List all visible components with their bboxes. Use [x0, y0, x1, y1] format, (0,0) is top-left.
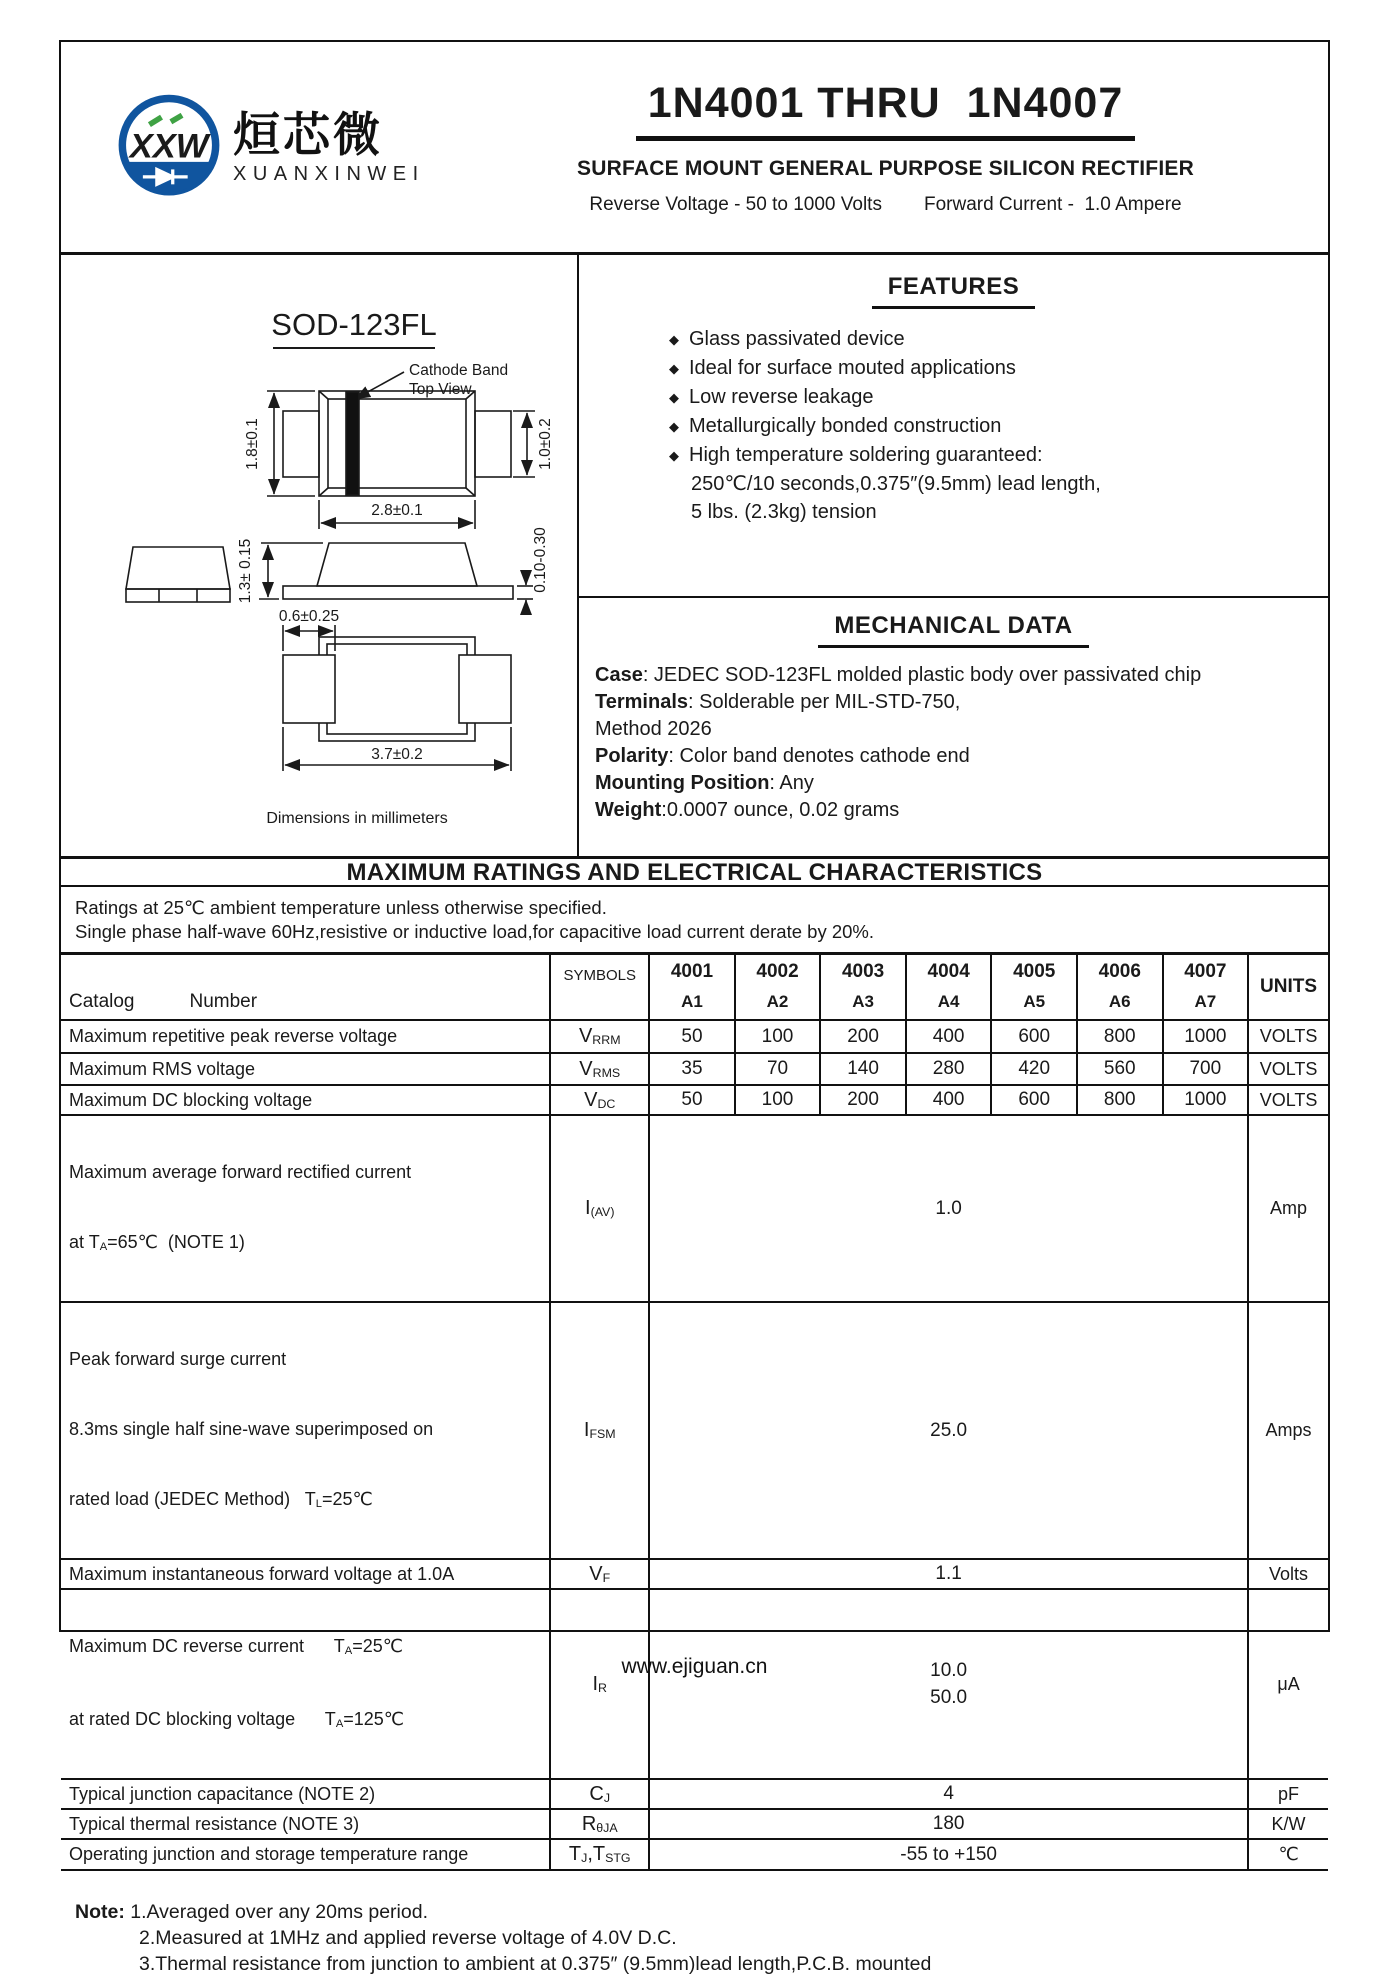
package-outline-drawing [61, 255, 579, 856]
dim-standoff: 0.10-0.30 [532, 527, 549, 593]
mech-method: Method 2026 [595, 718, 712, 740]
logo-text [233, 109, 425, 186]
headline-ratings [473, 194, 1298, 216]
symbol-vrrm: $V_{RRM}$ [550, 1020, 649, 1053]
callout-top-view: Top View [409, 381, 472, 398]
row-cj: Typical junction capacitance (NOTE 2) $C_J$ 4 pF [61, 1779, 1328, 1809]
symbol-tj-tstg: $T_J,T_{STG}$ [550, 1839, 649, 1870]
units-header: UNITS [1248, 954, 1328, 1021]
row-tj-tstg: Operating junction and storage temperature range $T_J,T_{STG}$ -55 to +150 ℃ [61, 1839, 1328, 1870]
logo-mark-icon [113, 91, 225, 203]
mechanical-data-title: MECHANICAL DATA [818, 612, 1088, 648]
ratings-banner: MAXIMUM RATINGS AND ELECTRICAL CHARACTERISTICS [61, 856, 1328, 887]
row-ifsm: Peak forward surge current 8.3ms single half sine-wave superimposed on rated load (JEDEC Method) $T_L=25℃$ $I_{FSM}$ 25.0 Amps [61, 1302, 1328, 1559]
header [61, 42, 1328, 252]
row-iav: Maximum average forward rectified current at $T_A=65℃$ (NOTE 1) $I_{(AV)}$ 1.0 Amp [61, 1115, 1328, 1302]
row-label: Maximum RMS voltage [61, 1053, 550, 1085]
features-mechanical-panel [579, 255, 1328, 856]
row-vrrm: Maximum repetitive peak reverse voltage $V_{RRM}$ 50 100 200 400 600 800 1000 VOLTS [61, 1020, 1328, 1053]
logo-monogram: XXW [129, 127, 209, 166]
feature-item: ◆ Low reverse leakage [669, 386, 874, 408]
logo-latin-name: XUANXINWEI [233, 162, 425, 185]
features-section [579, 255, 1328, 596]
part-header-4002: 4002 A2 [735, 954, 821, 1021]
note-1: Note: 1.Averaged over any 20ms period. [75, 1901, 428, 1923]
mech-mounting: Mounting Position: Any [595, 772, 814, 794]
part-header-4007: 4007 A7 [1163, 954, 1249, 1021]
mech-terminals: Terminals: Solderable per MIL-STD-750, [595, 691, 961, 713]
mech-weight: Weight:0.0007 ounce, 0.02 grams [595, 799, 900, 821]
forward-current-rating: Forward Current - 1.0 Ampere [923, 193, 1182, 215]
row-label: Maximum DC blocking voltage [61, 1085, 550, 1115]
part-header-4001: 4001 A1 [649, 954, 735, 1021]
diamond-bullet-icon: ◆ [669, 332, 679, 347]
row-label: Maximum instantaneous forward voltage at 1.0A [61, 1559, 550, 1589]
features-list [669, 325, 1328, 470]
ratings-table [61, 952, 1328, 1871]
dim-body-length: 2.8±0.1 [371, 502, 423, 519]
part-number-title: 1N4001 THRU 1N4007 [636, 79, 1136, 141]
dim-lead-width: 1.0±0.2 [537, 418, 554, 470]
row-ir: Maximum DC reverse current $T_A=25℃$ at rated DC blocking voltage $T_A=125℃$ $I_R$ 10.0 50.0 μA [61, 1589, 1328, 1779]
company-logo [113, 91, 473, 203]
note-3: 3.Thermal resistance from junction to ambient at 0.375″ (9.5mm)lead length,P.C.B. mounted [139, 1953, 932, 1975]
test-conditions [61, 887, 1328, 952]
feature-item: ◆ Glass passivated device [669, 328, 905, 350]
part-header-4005: 4005 A5 [991, 954, 1077, 1021]
dimensions-caption: Dimensions in millimeters [266, 810, 448, 827]
logo-chinese-name: 烜芯微 [233, 107, 383, 161]
row-vf: Maximum instantaneous forward voltage at 1.0A $V_F$ 1.1 Volts [61, 1559, 1328, 1589]
row-vrms: Maximum RMS voltage $V_{RMS}$ 35 70 140 280 420 560 700 VOLTS [61, 1053, 1328, 1085]
row-label: Peak forward surge current 8.3ms single half sine-wave superimposed on rated load (JEDEC Method) $T_L=25℃$ [61, 1302, 550, 1559]
dim-total-length: 3.7±0.2 [371, 746, 423, 763]
part-header-4004: 4004 A4 [906, 954, 992, 1021]
diamond-bullet-icon: ◆ [669, 419, 679, 434]
features-title: FEATURES [872, 273, 1036, 309]
row-label: Operating junction and storage temperature range [61, 1839, 550, 1870]
package-and-features-section [61, 252, 1328, 856]
notes-section [61, 1871, 1328, 1977]
row-label: Typical thermal resistance (NOTE 3) [61, 1809, 550, 1839]
symbol-ifsm: $I_{FSM}$ [550, 1302, 649, 1559]
dim-body-width: 1.8±0.1 [244, 418, 261, 470]
dim-pad-width: 0.6±0.25 [278, 608, 340, 625]
symbol-vf: $V_F$ [550, 1559, 649, 1589]
reverse-voltage-range: Reverse Voltage - 50 to 1000 Volts [589, 193, 882, 215]
table-header-row [61, 954, 1328, 1021]
mech-polarity: Polarity: Color band denotes cathode end [595, 745, 970, 767]
callout-cathode-band: Cathode Band [409, 362, 509, 379]
feature-item: ◆ High temperature soldering guaranteed: [669, 444, 1043, 466]
part-header-4006: 4006 A6 [1077, 954, 1163, 1021]
mechanical-data-section [579, 596, 1328, 856]
note-2: 2.Measured at 1MHz and applied reverse voltage of 4.0V D.C. [139, 1927, 677, 1949]
row-label: Maximum repetitive peak reverse voltage [61, 1020, 550, 1053]
website-url: www.ejiguan.cn [621, 1655, 768, 1678]
symbol-ir: $I_R$ [550, 1589, 649, 1779]
feature-item: ◆ Metallurgically bonded construction [669, 415, 1002, 437]
symbol-vdc: $V_{DC}$ [550, 1085, 649, 1115]
diamond-bullet-icon: ◆ [669, 448, 679, 463]
row-label: Typical junction capacitance (NOTE 2) [61, 1779, 550, 1809]
cathode-band-mark [346, 392, 359, 495]
diamond-bullet-icon: ◆ [669, 361, 679, 376]
row-rthja: Typical thermal resistance (NOTE 3) $R_{\theta JA}$ 180 K/W [61, 1809, 1328, 1839]
feature-continuation: 250℃/10 seconds,0.375″(9.5mm) lead length, [691, 473, 1101, 495]
package-drawing-panel [61, 255, 579, 856]
dim-body-height: 1.3± 0.15 [237, 538, 254, 604]
row-label: Maximum DC reverse current $T_A=25℃$ at rated DC blocking voltage $T_A=125℃$ [61, 1589, 550, 1779]
symbol-cj: $C_J$ [550, 1779, 649, 1809]
row-label: Maximum average forward rectified current at $T_A=65℃$ (NOTE 1) [61, 1115, 550, 1302]
diamond-bullet-icon: ◆ [669, 390, 679, 405]
condition-line-1: Ratings at 25℃ ambient temperature unless otherwise specified. [75, 897, 607, 918]
mechanical-data-lines [595, 662, 1328, 824]
device-description: SURFACE MOUNT GENERAL PURPOSE SILICON RECTIFIER [577, 156, 1194, 180]
package-name: SOD-123FL [271, 307, 437, 342]
part-header-4003: 4003 A3 [820, 954, 906, 1021]
catalog-number-header: Catalog Number [61, 954, 550, 1021]
symbol-iav: $I_{(AV)}$ [550, 1115, 649, 1302]
condition-line-2: Single phase half-wave 60Hz,resistive or inductive load,for capacitive load current derate by 20%. [75, 921, 875, 942]
feature-item: ◆ Ideal for surface mouted applications [669, 357, 1016, 379]
row-vdc: Maximum DC blocking voltage $V_{DC}$ 50 100 200 400 600 800 1000 VOLTS [61, 1085, 1328, 1115]
symbols-header: SYMBOLS [550, 954, 649, 1021]
title-block [473, 79, 1328, 216]
feature-continuation: 5 lbs. (2.3kg) tension [691, 501, 877, 523]
symbol-rthja: $R_{\theta JA}$ [550, 1809, 649, 1839]
mech-case: Case: JEDEC SOD-123FL molded plastic body over passivated chip [595, 664, 1202, 686]
symbol-vrms: $V_{RMS}$ [550, 1053, 649, 1085]
